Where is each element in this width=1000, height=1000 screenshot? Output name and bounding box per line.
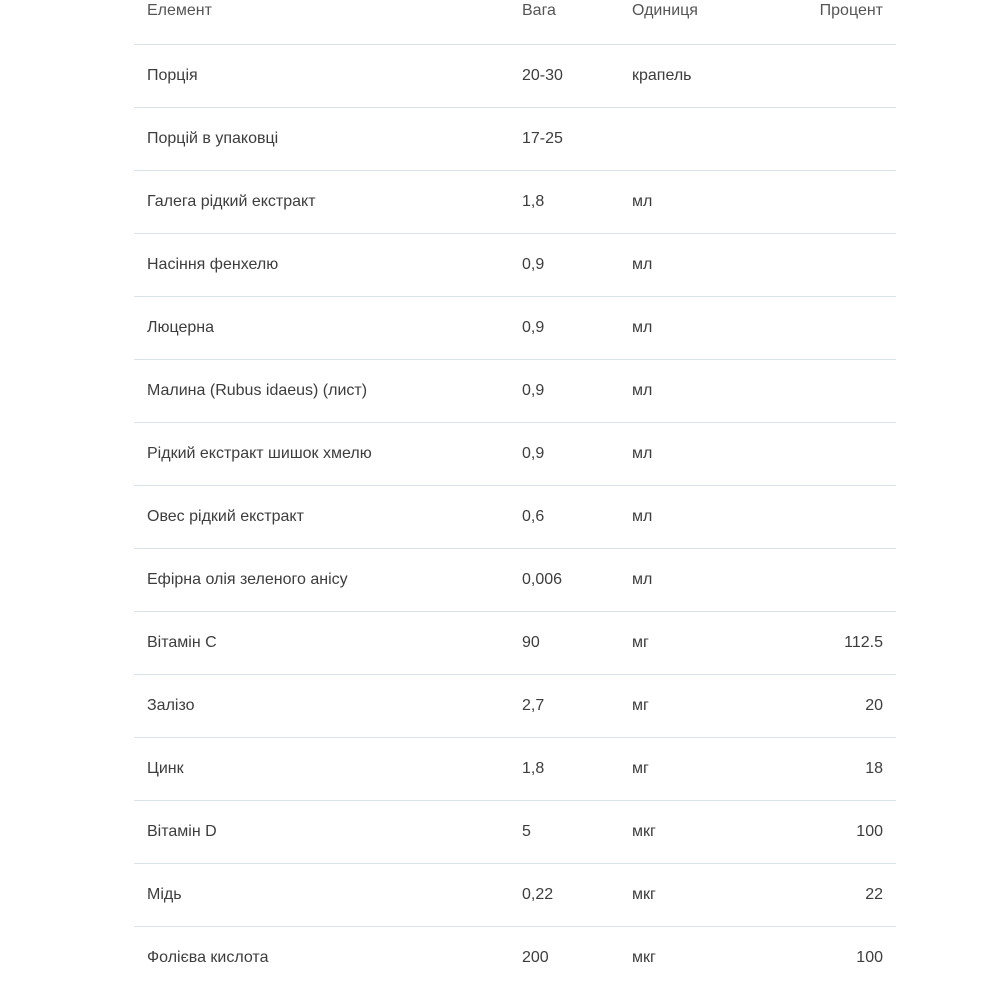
cell-weight: 90	[522, 633, 540, 651]
table-row	[134, 359, 896, 422]
cell-weight: 0,22	[522, 885, 554, 903]
cell-unit: крапель	[632, 66, 692, 84]
cell-unit: мкг	[632, 885, 656, 903]
cell-unit: мл	[632, 192, 653, 210]
cell-unit: мл	[632, 444, 653, 462]
cell-percent: 18	[865, 759, 883, 777]
cell-element: Порція	[147, 66, 198, 84]
cell-element: Вітамін D	[147, 822, 217, 840]
table-row	[134, 611, 896, 674]
cell-weight: 0,9	[522, 444, 545, 462]
cell-percent	[792, 107, 896, 170]
cell-element: Малина (Rubus idaeus) (лист)	[147, 381, 368, 399]
cell-percent	[792, 233, 896, 296]
nutrition-table	[134, 0, 896, 989]
table-row	[134, 548, 896, 611]
header-percent: Процент	[819, 2, 883, 19]
cell-element: Вітамін С	[147, 633, 217, 651]
cell-element: Залізо	[147, 696, 195, 714]
cell-percent	[792, 485, 896, 548]
cell-weight: 20-30	[522, 66, 563, 84]
table-row	[134, 800, 896, 863]
cell-weight: 0,9	[522, 255, 545, 273]
cell-percent	[792, 170, 896, 233]
table-row	[134, 44, 896, 107]
cell-weight: 0,006	[522, 570, 563, 588]
cell-weight: 1,8	[522, 192, 545, 210]
table-body	[134, 44, 896, 989]
table-row	[134, 737, 896, 800]
cell-element: Насіння фенхелю	[147, 255, 279, 273]
cell-element: Люцерна	[147, 318, 215, 336]
cell-weight: 0,6	[522, 507, 545, 525]
cell-unit: мл	[632, 318, 653, 336]
table-row	[134, 485, 896, 548]
cell-percent	[792, 359, 896, 422]
cell-unit: мг	[632, 696, 649, 714]
cell-element: Мідь	[147, 885, 182, 903]
table-row	[134, 674, 896, 737]
nutrition-table-container	[134, 0, 883, 989]
cell-percent	[792, 548, 896, 611]
cell-percent: 20	[865, 696, 883, 714]
cell-unit: мг	[632, 633, 649, 651]
cell-weight: 1,8	[522, 759, 545, 777]
table-row	[134, 170, 896, 233]
cell-unit: мл	[632, 381, 653, 399]
table-row	[134, 863, 896, 926]
header-unit: Одиниця	[632, 2, 698, 19]
cell-unit	[632, 107, 792, 170]
cell-unit: мл	[632, 255, 653, 273]
cell-weight: 0,9	[522, 318, 545, 336]
table-header	[134, 0, 896, 44]
cell-percent	[792, 422, 896, 485]
cell-element: Ефірна олія зеленого анісу	[147, 570, 348, 588]
cell-percent: 112.5	[844, 633, 883, 651]
cell-element: Рідкий екстракт шишок хмелю	[147, 444, 372, 462]
cell-unit: мкг	[632, 948, 656, 966]
table-row	[134, 107, 896, 170]
header-element: Елемент	[147, 2, 212, 19]
cell-weight: 17-25	[522, 129, 563, 147]
cell-weight: 200	[522, 948, 549, 966]
cell-percent	[792, 296, 896, 359]
cell-percent: 22	[865, 885, 883, 903]
table-row	[134, 296, 896, 359]
cell-percent	[792, 44, 896, 107]
cell-element: Цинк	[147, 759, 184, 777]
cell-element: Фолієва кислота	[147, 948, 269, 966]
cell-element: Порцій в упаковці	[147, 129, 279, 147]
cell-unit: мл	[632, 507, 653, 525]
cell-unit: мг	[632, 759, 649, 777]
cell-weight: 5	[522, 822, 531, 840]
cell-weight: 0,9	[522, 381, 545, 399]
cell-element: Овес рідкий екстракт	[147, 507, 304, 525]
table-row	[134, 233, 896, 296]
table-row	[134, 422, 896, 485]
cell-percent: 100	[856, 948, 883, 966]
header-row	[134, 0, 896, 44]
cell-unit: мкг	[632, 822, 656, 840]
cell-element: Галега рідкий екстракт	[147, 192, 316, 210]
table-row	[134, 926, 896, 989]
cell-unit: мл	[632, 570, 653, 588]
cell-percent: 100	[856, 822, 883, 840]
cell-weight: 2,7	[522, 696, 545, 714]
header-weight: Вага	[522, 2, 556, 19]
